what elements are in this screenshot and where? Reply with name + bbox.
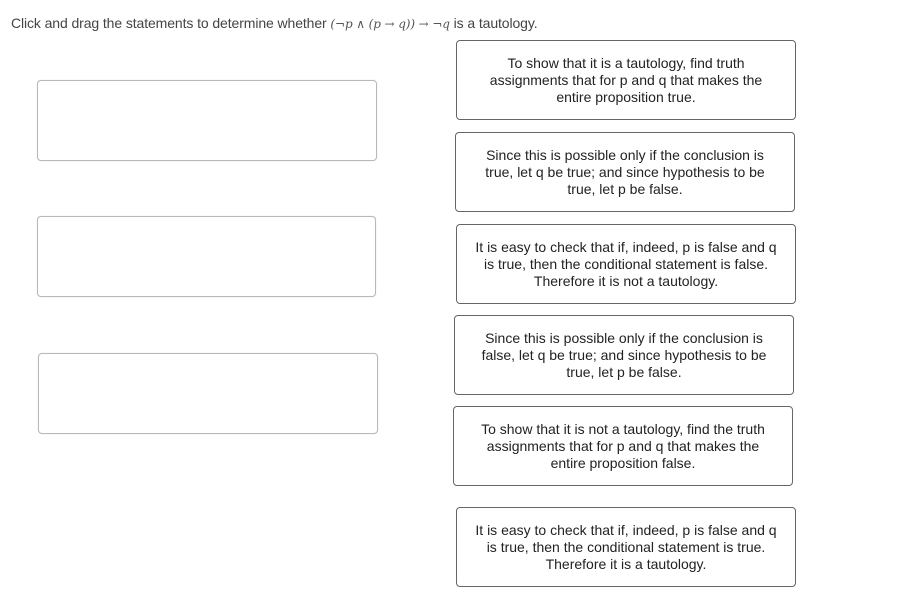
instruction-text (11, 15, 538, 31)
formula: (¬p ∧ (p → q)) → ¬q (330, 17, 450, 31)
statement-card-3[interactable]: It is easy to check that if, indeed, p is false and q is true, then the conditional statement is false. Therefore it is not a tautology. (456, 224, 796, 304)
statement-card-2[interactable]: Since this is possible only if the conclusion is true, let q be true; and since hypothesis to be true, let p be false. (455, 132, 795, 212)
statement-card-6[interactable]: It is easy to check that if, indeed, p is false and q is true, then the conditional statement is true. Therefore it is a tautology. (456, 507, 796, 587)
statement-card-5[interactable]: To show that it is not a tautology, find the truth assignments that for p and q that makes the entire proposition false. (453, 406, 793, 486)
statement-card-1[interactable]: To show that it is a tautology, find truth assignments that for p and q that makes the entire proposition true. (456, 40, 796, 120)
drop-zone-3[interactable] (38, 353, 378, 434)
instruction-prefix: Click and drag the statements to determine whether (11, 15, 327, 31)
drop-zone-2[interactable] (37, 216, 376, 297)
statement-card-4[interactable]: Since this is possible only if the conclusion is false, let q be true; and since hypothesis to be true, let p be false. (454, 315, 794, 395)
drop-zone-1[interactable] (37, 80, 377, 161)
instruction-suffix: is a tautology. (453, 15, 538, 31)
